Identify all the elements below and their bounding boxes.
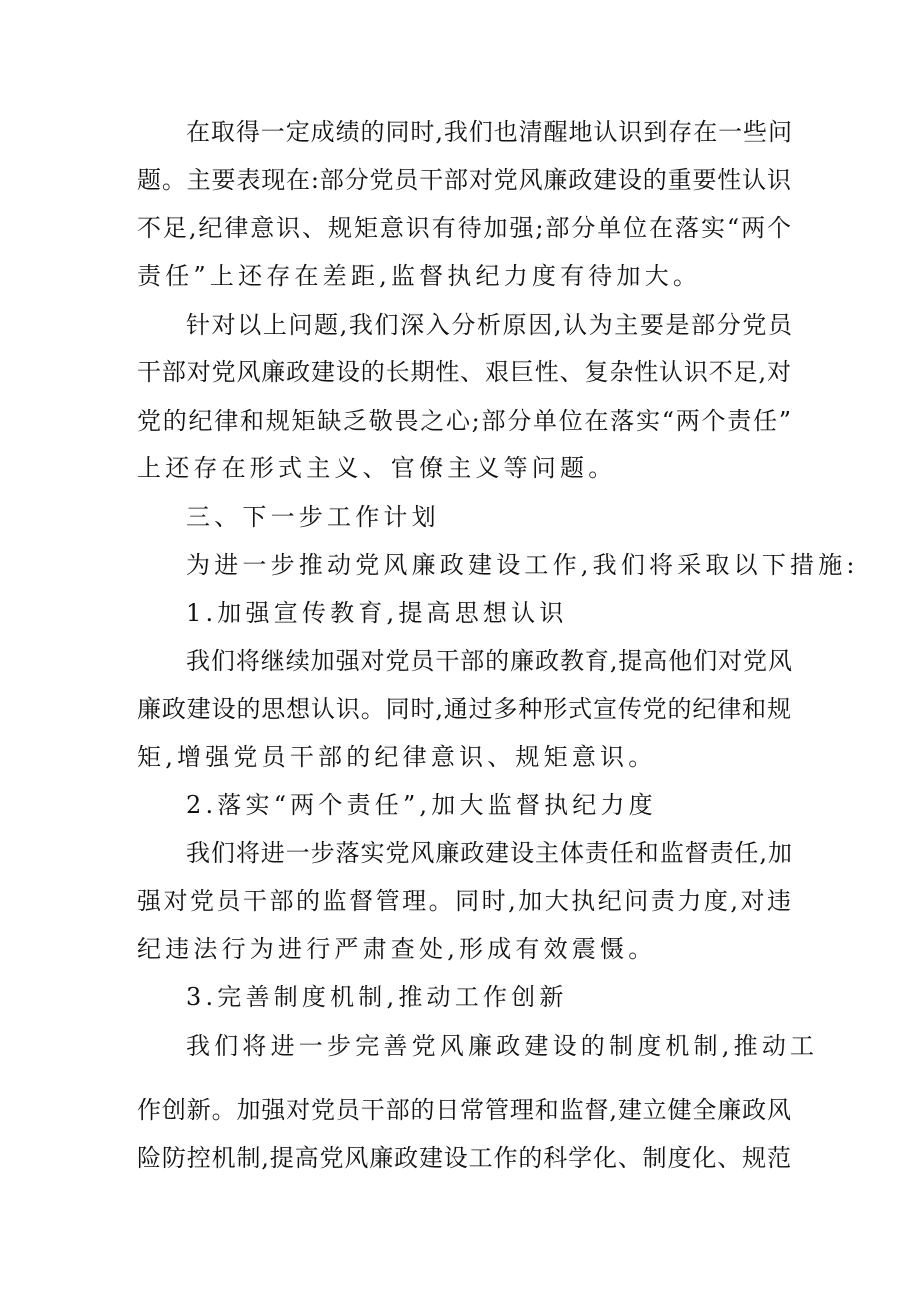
measure-1-line-2: 廉政建设的思想认识。同时,通过多种形式宣传党的纪律和规 [137, 695, 791, 723]
intro-line: 为进一步推动党风廉政建设工作,我们将采取以下措施: [186, 551, 859, 579]
paragraph-1-line-3: 不足,纪律意识、规矩意识有待加强;部分单位在落实“两个 [137, 214, 791, 242]
measure-3-heading: 3.完善制度机制,推动工作创新 [186, 983, 568, 1011]
paragraph-2-line-3: 党的纪律和规矩缺乏敬畏之心;部分单位在落实“两个责任” [137, 407, 791, 435]
paragraph-2-line-1: 针对以上问题,我们深入分析原因,认为主要是部分党员 [186, 311, 792, 339]
measure-2-heading: 2.落实“两个责任”,加大监督执纪力度 [186, 791, 657, 819]
measure-3-line-2: 作创新。加强对党员干部的日常管理和监督,建立健全廉政风 [137, 1096, 791, 1124]
paragraph-1-line-4: 责任”上还存在差距,监督执纪力度有待加大。 [137, 262, 702, 290]
measure-1-heading: 1.加强宣传教育,提高思想认识 [186, 599, 568, 627]
measure-2-line-1: 我们将进一步落实党风廉政建设主体责任和监督责任,加 [186, 839, 792, 867]
measure-1-line-3: 矩,增强党员干部的纪律意识、规矩意识。 [137, 743, 657, 771]
measure-3-line-1: 我们将进一步完善党风廉政建设的制度机制,推动工 [186, 1032, 819, 1060]
measure-1-line-1: 我们将继续加强对党员干部的廉政教育,提高他们对党风 [186, 647, 792, 675]
paragraph-2-line-2: 干部对党风廉政建设的长期性、艰巨性、复杂性认识不足,对 [137, 358, 791, 386]
measure-3-line-3: 险防控机制,提高党风廉政建设工作的科学化、制度化、规范 [137, 1144, 791, 1172]
paragraph-2-line-4: 上还存在形式主义、官僚主义等问题。 [137, 454, 617, 482]
section-heading: 三、下一步工作计划 [186, 503, 440, 531]
measure-2-line-3: 纪违法行为进行严肃查处,形成有效震慑。 [137, 935, 657, 963]
paragraph-1-line-1: 在取得一定成绩的同时,我们也清醒地认识到存在一些问 [186, 118, 792, 146]
measure-2-line-2: 强对党员干部的监督管理。同时,加大执纪问责力度,对违 [137, 887, 791, 915]
paragraph-1-line-2: 题。主要表现在:部分党员干部对党风廉政建设的重要性认识 [137, 166, 791, 194]
